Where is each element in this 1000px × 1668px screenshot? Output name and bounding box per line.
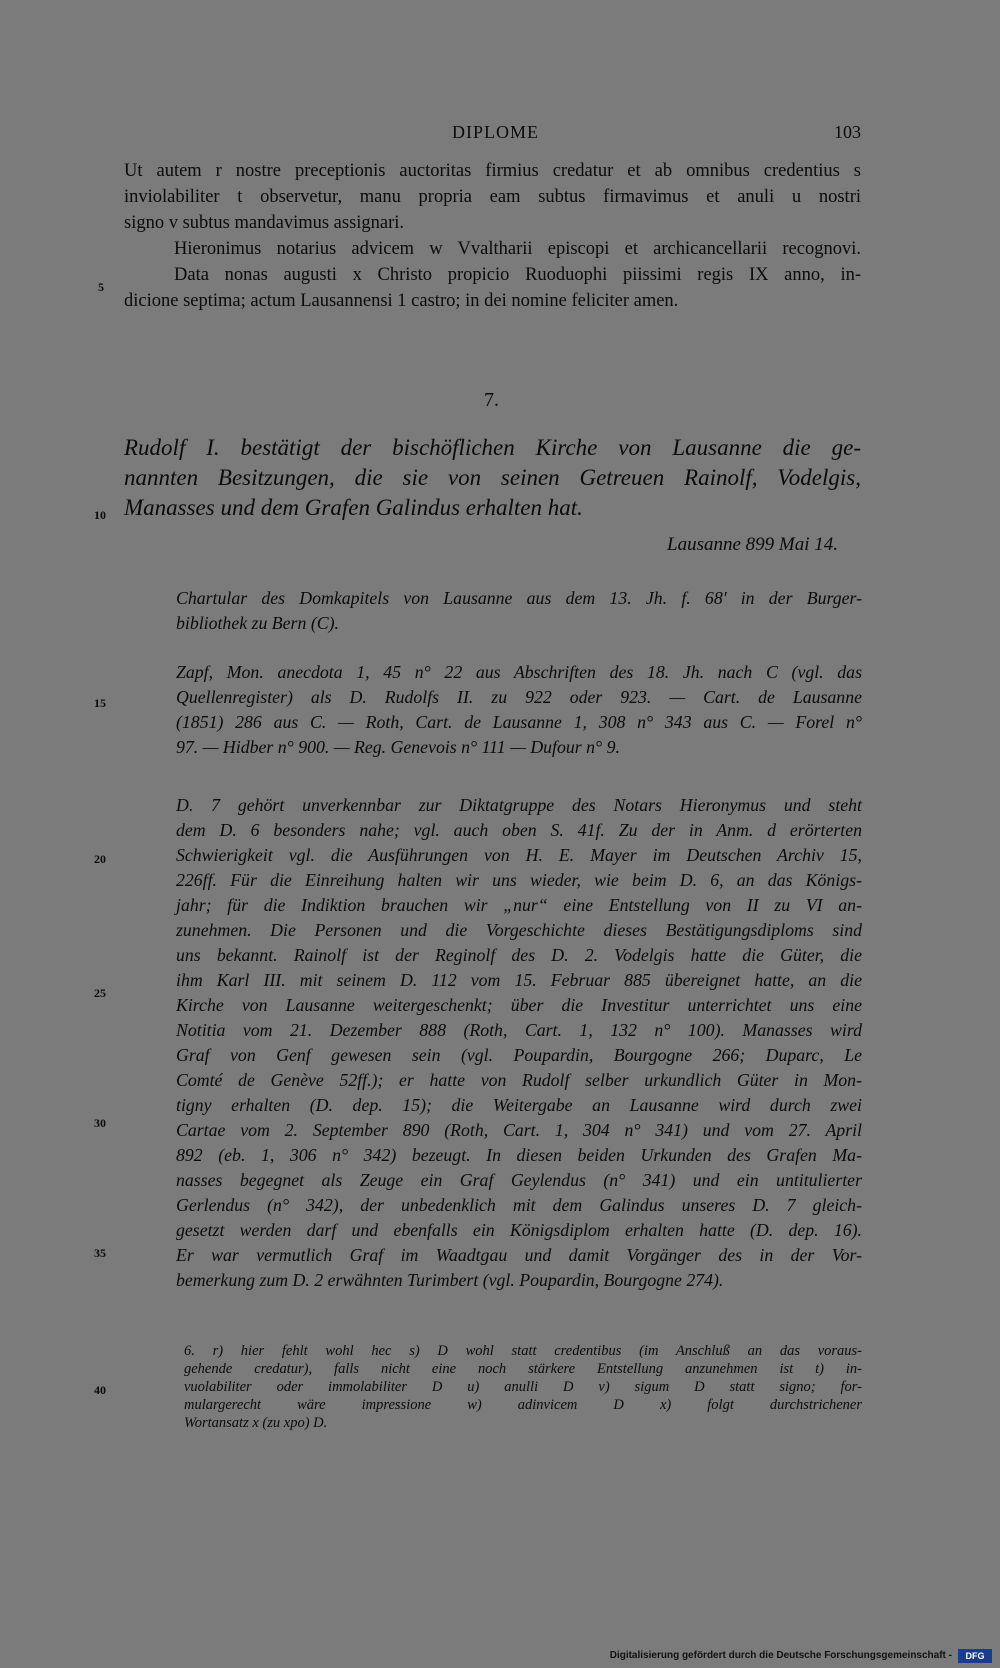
- note-line: Chartular des Domkapitels von Lausanne aus dem 13. Jh. f. 68' in der Burger-: [176, 588, 862, 608]
- tradition: [176, 586, 862, 636]
- commentary-line: jahr; für die Indiktion brauchen wir „nur“ eine Entstellung von II zu VI an-: [176, 895, 862, 915]
- commentary-line: Kirche von Lausanne weitergeschenkt; über die Investitur unterrichtet uns eine: [176, 995, 862, 1015]
- commentary-line: D. 7 gehört unverkennbar zur Diktatgruppe des Notars Hieronymus und steht: [176, 795, 862, 815]
- page-number: 103: [834, 122, 861, 142]
- commentary-line: Gerlendus (n° 342), der unbedenklich mit dem Galindus unseres D. 7 gleich-: [176, 1195, 862, 1215]
- page-header: [0, 122, 1000, 152]
- commentary-line: tigny erhalten (D. dep. 15); die Weitergabe an Lausanne wird durch zwei: [176, 1095, 862, 1115]
- footnotes: [184, 1342, 862, 1432]
- line-number: 40: [94, 1383, 106, 1397]
- dfg-logo-icon: DFG: [958, 1649, 992, 1663]
- note-line: Quellenregister) als D. Rudolfs II. zu 922 oder 923. — Cart. de Lausanne: [176, 687, 862, 707]
- regest-line: Manasses und dem Grafen Galindus erhalten hat.: [124, 495, 583, 520]
- footnote-line: mulargerecht wäre impressione w) adinvicem D x) folgt durchstrichener: [184, 1397, 862, 1413]
- text-line: signo v subtus mandavimus assignari.: [124, 213, 405, 233]
- line-number: 15: [94, 696, 106, 710]
- text-line: inviolabiliter t observetur, manu propria eam subtus firmavimus et anuli u nostri: [124, 187, 861, 207]
- text-line: Data nonas augusti x Christo propicio Ruoduophi piissimi regis IX anno, in-: [174, 265, 861, 285]
- footnote-line: Wortansatz x (zu xpo) D.: [184, 1415, 328, 1431]
- commentary-line: Notitia vom 21. Dezember 888 (Roth, Cart. 1, 132 n° 100). Manasses wird: [176, 1020, 862, 1040]
- commentary-line: Graf von Genf gewesen sein (vgl. Poupardin, Bourgogne 266; Duparc, Le: [176, 1045, 862, 1065]
- charter-text: [124, 158, 861, 314]
- document-number: 7.: [484, 389, 499, 411]
- regest-line: Rudolf I. bestätigt der bischöflichen Kirche von Lausanne die ge-: [124, 435, 861, 460]
- commentary-line: uns bekannt. Rainolf ist der Reginolf des D. 2. Vodelgis hatte die Güter, die: [176, 945, 862, 965]
- commentary-line: ihm Karl III. mit seinem D. 112 vom 15. Februar 885 übereignet hatte, an die: [176, 970, 862, 990]
- commentary-line: nasses begegnet als Zeuge ein Graf Geylendus (n° 341) und ein untitulierter: [176, 1170, 862, 1190]
- regest-line: nannten Besitzungen, die sie von seinen Getreuen Rainolf, Vodelgis,: [124, 465, 861, 490]
- footnote-line: 6. r) hier fehlt wohl hec s) D wohl statt credentibus (im Anschluß an das voraus-: [184, 1343, 862, 1359]
- commentary-line: 226ff. Für die Einreihung halten wir uns wieder, wie beim D. 6, an das Königs-: [176, 870, 862, 890]
- dateline: Lausanne 899 Mai 14.: [667, 534, 838, 555]
- commentary-line: Er war vermutlich Graf im Waadtgau und damit Vorgänger des in der Vor-: [176, 1245, 862, 1265]
- commentary-line: Comté de Genève 52ff.); er hatte von Rudolf selber urkundlich Güter in Mon-: [176, 1070, 862, 1090]
- note-line: Zapf, Mon. anecdota 1, 45 n° 22 aus Abschriften des 18. Jh. nach C (vgl. das: [176, 662, 862, 682]
- regest: [124, 433, 861, 523]
- text-line: Hieronimus notarius advicem w Vvaltharii episcopi et archicancellarii recognovi.: [174, 239, 861, 259]
- line-number: 20: [94, 852, 106, 866]
- line-number: 30: [94, 1116, 106, 1130]
- editions: [176, 660, 862, 760]
- commentary-line: 892 (eb. 1, 306 n° 342) bezeugt. In diesen beiden Urkunden des Grafen Ma-: [176, 1145, 862, 1165]
- line-number: 35: [94, 1246, 106, 1260]
- note-line: bibliothek zu Bern (C).: [176, 613, 339, 633]
- commentary-line: zunehmen. Die Personen und die Vorgeschichte dieses Bestätigungsdiploms sind: [176, 920, 862, 940]
- commentary: [176, 793, 862, 1293]
- note-line: 97. — Hidber n° 900. — Reg. Genevois n° 111 — Dufour n° 9.: [176, 737, 620, 757]
- line-number: 10: [94, 508, 106, 522]
- line-number: 25: [94, 986, 106, 1000]
- footer-credit: Digitalisierung gefördert durch die Deutsche Forschungsgemeinschaft -: [609, 1650, 952, 1661]
- note-line: (1851) 286 aus C. — Roth, Cart. de Lausanne 1, 308 n° 343 aus C. — Forel n°: [176, 712, 862, 732]
- commentary-line: gesetzt werden darf und ebenfalls ein Königsdiplom erhalten hatte (D. dep. 16).: [176, 1220, 862, 1240]
- line-number: 5: [98, 280, 104, 294]
- commentary-line: Schwierigkeit vgl. die Ausführungen von H. E. Mayer im Deutschen Archiv 15,: [176, 845, 862, 865]
- text-line: Ut autem r nostre preceptionis auctoritas firmius credatur et ab omnibus credentius s: [124, 161, 861, 181]
- text-line: dicione septima; actum Lausannensi 1 castro; in dei nomine feliciter amen.: [124, 291, 679, 311]
- running-title: DIPLOME: [452, 122, 539, 142]
- footnote-line: vuolabiliter oder immolabiliter D u) anulli D v) sigum D statt signo; for-: [184, 1379, 862, 1395]
- commentary-line: bemerkung zum D. 2 erwähnten Turimbert (vgl. Poupardin, Bourgogne 274).: [176, 1270, 724, 1290]
- commentary-line: dem D. 6 besonders nahe; vgl. auch oben S. 41f. Zu der in Anm. d erörterten: [176, 820, 862, 840]
- commentary-line: Cartae vom 2. September 890 (Roth, Cart. 1, 304 n° 341) und vom 27. April: [176, 1120, 862, 1140]
- footnote-line: gehende credatur), falls nicht eine noch stärkere Entstellung anzunehmen ist t) in-: [184, 1361, 862, 1377]
